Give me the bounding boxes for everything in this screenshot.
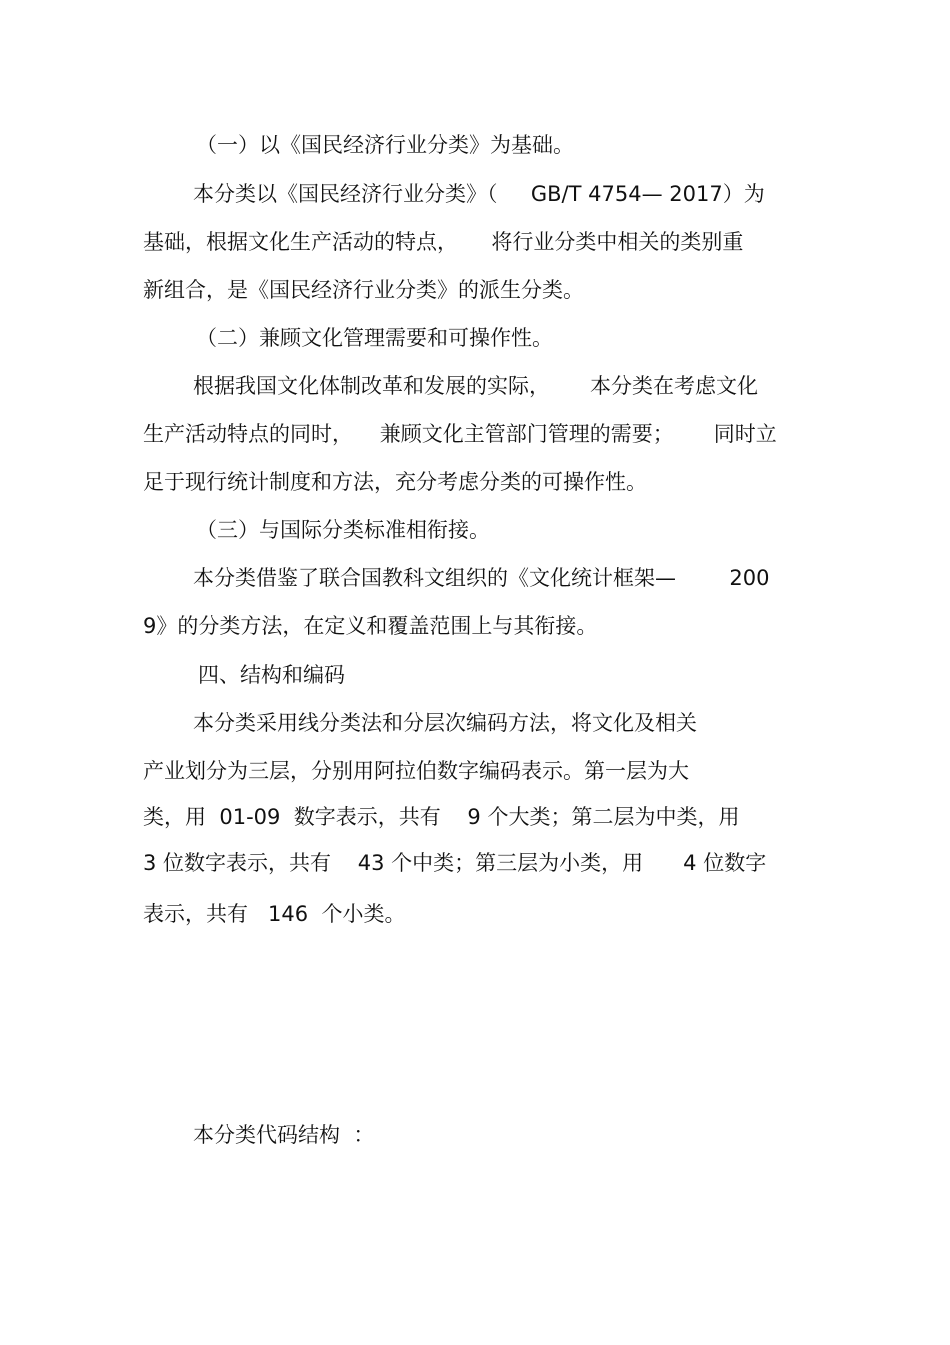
section-heading-4: 四、结构和编码 [198, 663, 345, 687]
paragraph-2-line-1: 根据我国文化体制改革和发展的实际， 本分类在考虑文化 [193, 374, 759, 398]
paragraph-1-line-3: 新组合，是《国民经济行业分类》的派生分类。 [143, 278, 584, 302]
paragraph-3-line-2: 9》的分类方法，在定义和覆盖范围上与其衔接。 [143, 614, 598, 638]
paragraph-2-line-2: 生产活动特点的同时， 兼顾文化主管部门管理的需要； 同时立 [143, 422, 777, 446]
paragraph-4-line-5: 表示，共有 146 个小类。 [143, 902, 406, 926]
paragraph-2-line-3: 足于现行统计制度和方法，充分考虑分类的可操作性。 [143, 470, 647, 494]
paragraph-1-line-2: 基础，根据文化生产活动的特点， 将行业分类中相关的类别重 [143, 230, 744, 254]
paragraph-4-line-3: 类，用 01-09 数字表示，共有 9 个大类；第二层为中类，用 [143, 805, 740, 829]
section-heading-3: （三）与国际分类标准相衔接。 [196, 518, 490, 542]
paragraph-4-line-2: 产业划分为三层，分别用阿拉伯数字编码表示。第一层为大 [143, 759, 689, 783]
section-heading-2: （二）兼顾文化管理需要和可操作性。 [196, 326, 553, 350]
paragraph-4-line-1: 本分类采用线分类法和分层次编码方法，将文化及相关 [193, 711, 697, 735]
paragraph-4-line-4: 3 位数字表示，共有 43 个中类；第三层为小类，用 4 位数字 [143, 851, 767, 875]
paragraph-1-line-1: 本分类以《国民经济行业分类》（ GB/T 4754— 2017）为 [193, 182, 765, 206]
code-structure-label: 本分类代码结构 ： [193, 1123, 375, 1147]
section-heading-1: （一）以《国民经济行业分类》为基础。 [196, 133, 574, 157]
paragraph-3-line-1: 本分类借鉴了联合国教科文组织的《文化统计框架— 200 [193, 566, 770, 590]
